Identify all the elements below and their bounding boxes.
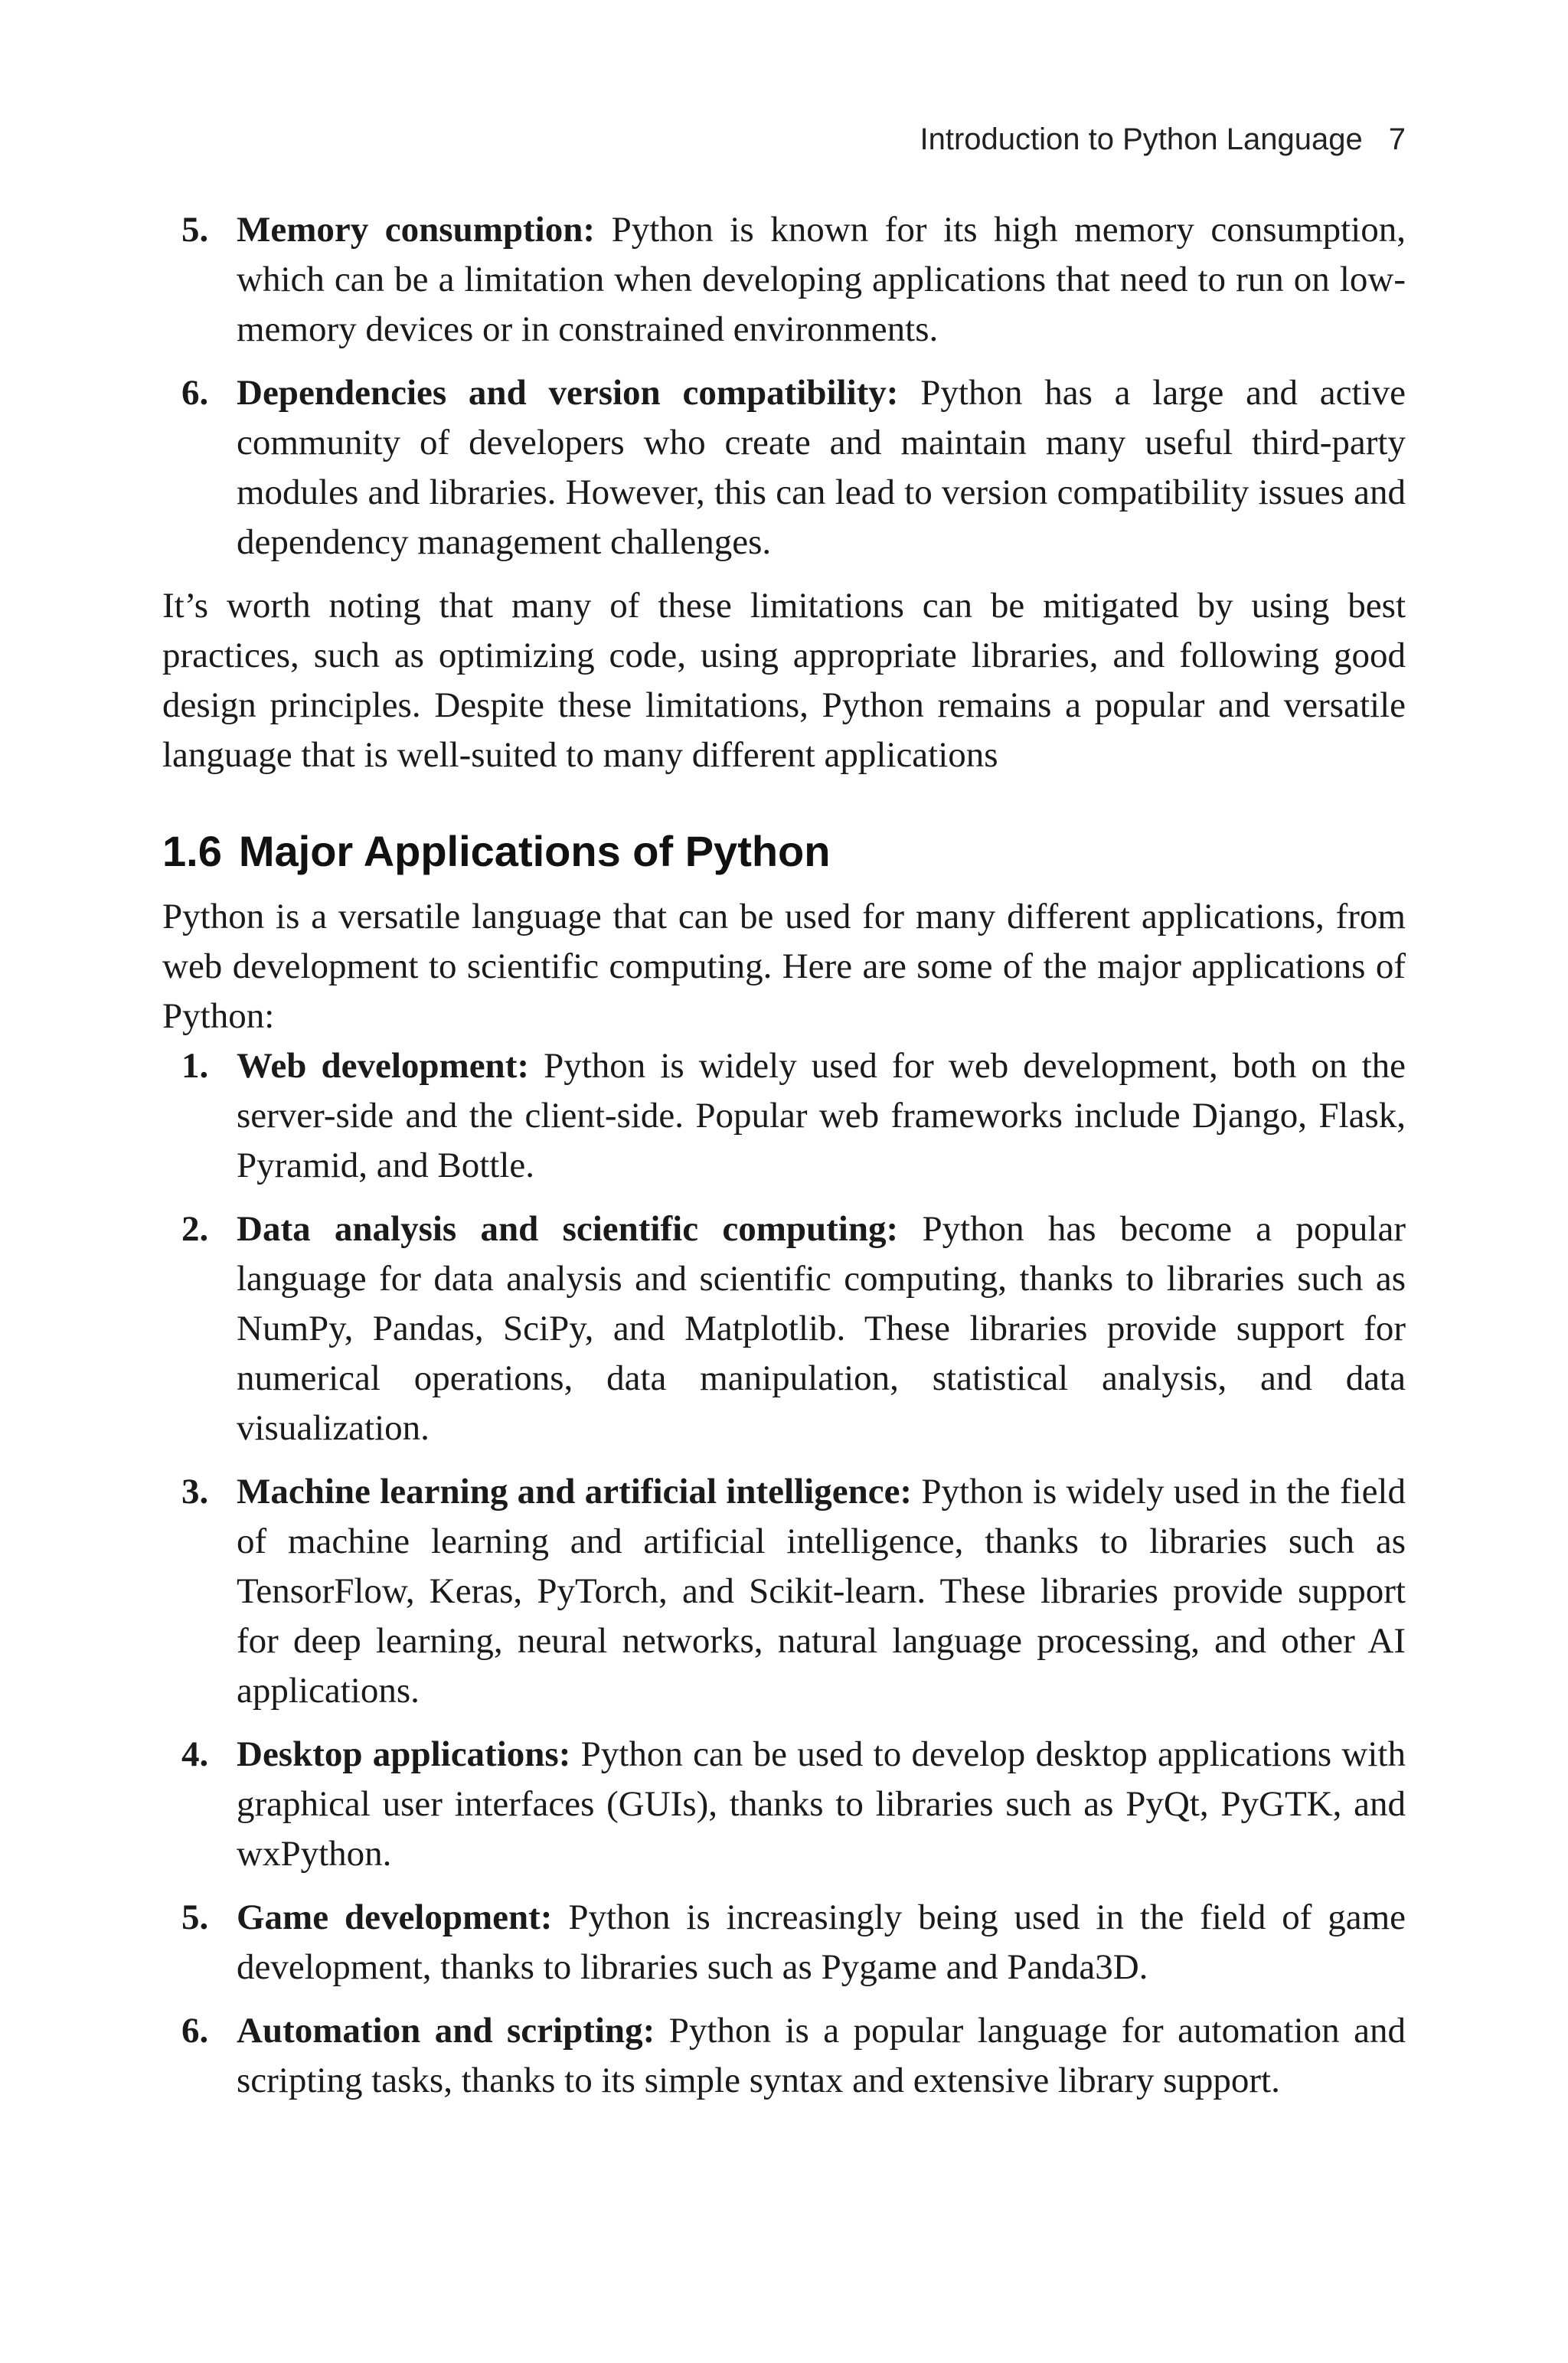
list-item-number: 5.: [181, 1897, 209, 1937]
limitations-list: [162, 205, 1406, 567]
list-item-text: Python is known for its high memory consumption, which can be a limitation when developing applications that need to run on low-memory devices or in constrained environments.: [237, 210, 1406, 349]
list-item-text: Python is a popular language for automation and scripting tasks, thanks to its simple syntax and extensive library support.: [237, 2011, 1406, 2100]
list-item-term: Game development:: [237, 1897, 553, 1937]
applications-list: [162, 1041, 1406, 2106]
list-item-term: Dependencies and version compatibility:: [237, 373, 899, 413]
list-item: [162, 1893, 1406, 1992]
list-item: [162, 1204, 1406, 1453]
list-item-term: Web development:: [237, 1046, 529, 1086]
list-item-text: Python is widely used in the field of machine learning and artificial intelligence, thanks to libraries such as TensorFlow, Keras, PyTorch, and Scikit-learn. These libraries provide support for deep learning, neural networks, natural language processing, and other AI applications.: [237, 1472, 1406, 1711]
section-title: Major Applications of Python: [238, 827, 831, 875]
list-item-term: Machine learning and artificial intelligence:: [237, 1472, 913, 1512]
list-item-number: 4.: [181, 1734, 209, 1774]
list-item-term: Automation and scripting:: [237, 2011, 655, 2051]
page-number: 7: [1388, 123, 1406, 156]
section-intro: Python is a versatile language that can be used for many different applications, from web development to scientific computing. Here are some of the major applications of Python:: [162, 897, 1406, 1036]
list-item-text: Python can be used to develop desktop applications with graphical user interfaces (GUIs), thanks to libraries such as PyQt, PyGTK, and wxPython.: [237, 1734, 1406, 1874]
list-item-text: Python has become a popular language for data analysis and scientific computing, thanks to libraries such as NumPy, Pandas, SciPy, and Matplotlib. These libraries provide support for numerical operations, data manipulation, statistical analysis, and data visualization.: [237, 1209, 1406, 1448]
section-heading: [162, 825, 1406, 878]
list-item-text: Python is widely used for web development, both on the server-side and the client-side. Popular web frameworks include Django, Flask, Pyramid, and Bottle.: [237, 1046, 1406, 1185]
list-item: [162, 205, 1406, 355]
list-item-number: 1.: [181, 1046, 209, 1086]
list-item: [162, 1467, 1406, 1716]
page-content: [162, 205, 1406, 2120]
list-item: [162, 1041, 1406, 1191]
list-item-term: Data analysis and scientific computing:: [237, 1209, 899, 1249]
section-number: 1.6: [162, 827, 222, 875]
list-item-number: 5.: [181, 210, 209, 250]
list-item-number: 2.: [181, 1209, 209, 1249]
list-item-term: Memory consumption:: [237, 210, 596, 250]
list-item: [162, 2006, 1406, 2106]
list-item-number: 3.: [181, 1472, 209, 1512]
list-item-number: 6.: [181, 2011, 209, 2051]
list-item: [162, 368, 1406, 567]
list-item-term: Desktop applications:: [237, 1734, 571, 1774]
running-header-title: Introduction to Python Language: [920, 123, 1363, 156]
list-item-number: 6.: [181, 373, 209, 413]
closing-paragraph: It’s worth noting that many of these limitations can be mitigated by using best practices, such as optimizing code, using appropriate libraries, and following good design principles. Despite these limitations, Python remains a popular and versatile language that is well-suited to many different applications: [162, 586, 1406, 775]
list-item-text: Python is increasingly being used in the field of game development, thanks to libraries such as Pygame and Panda3D.: [237, 1897, 1406, 1987]
running-header: [920, 123, 1406, 157]
list-item-text: Python has a large and active community of developers who create and maintain many useful third-party modules and libraries. However, this can lead to version compatibility issues and dependency management challenges.: [237, 373, 1406, 562]
list-item: [162, 1730, 1406, 1879]
